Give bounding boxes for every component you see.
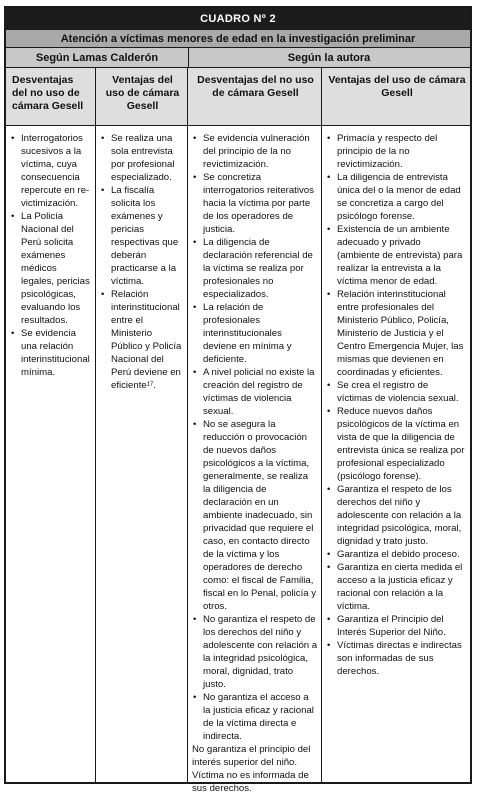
list-item: • Primacía y respecto del principio de la no revictimización.: [326, 132, 466, 171]
group-header-row: [6, 48, 470, 68]
column-lamas-advantages: [96, 126, 188, 782]
list-item: • Relación interinstitucional entre el Ministerio Público y Policía Nacional del Perú deviene en eficiente¹⁷.: [100, 288, 184, 392]
list-item: • La Policía Nacional del Perú solicita exámenes médicos legales, pericias psicológicas, evaluando los resultados.: [10, 210, 92, 327]
list-item: • No garantiza el acceso a la justicia eficaz y racional de la víctima directa e indirecta.: [192, 691, 318, 743]
list-item: • Se evidencia una relación interinstitucional mínima.: [10, 327, 92, 379]
list-item: • Garantiza en cierta medida el acceso a la justicia eficaz y racional con relación a la víctima.: [326, 561, 466, 613]
column-header: Ventajas del uso de cámara Gesell: [328, 74, 466, 99]
list-item: • La fiscalía solicita los exámenes y pericias respectivas que deberán practicarse a la víctima.: [100, 184, 184, 288]
column-header-row: [6, 68, 470, 126]
note-text: Víctima no es informada de sus derechos.: [192, 770, 309, 794]
list-item: • A nivel policial no existe la creación del registro de víctimas de violencia sexual.: [192, 366, 318, 418]
column-lamas-disadvantages: [6, 126, 96, 782]
table-frame: [4, 6, 472, 794]
list-item: • No garantiza el respeto de los derechos del niño y adolescente con relación a la integridad psicológica, moral, dignidad, trato justo.: [192, 613, 318, 691]
list-item: • Víctimas directas e indirectas son informadas de sus derechos.: [326, 639, 466, 678]
note-text: No garantiza el principio del interés superior del niño.: [192, 744, 311, 768]
column-header: Desventajas del no uso de cámara Gesell: [6, 68, 96, 126]
list-item: • Se crea el registro de víctimas de violencia sexual.: [326, 379, 466, 405]
list-item: • La diligencia de entrevista única del o la menor de edad se concretiza a cargo del psicólogo forense.: [326, 171, 466, 223]
list-item: • Se evidencia vulneración del principio de la no revictimización.: [192, 132, 318, 171]
list-item: • No se asegura la reducción o provocación de nuevos daños psicológicos a la víctima, generalmente, se realiza la diligencia de declaración en un ambiente inadecuado, sin privacidad que requiere el caso, en contacto directo de la víctima y los operadores de derecho como: el fiscal de Familia, fiscal en lo Penal, policía y otros.: [192, 418, 318, 613]
list-item: • La diligencia de declaración referencial de la víctima se realiza por profesionales no especializados.: [192, 236, 318, 301]
list-item: • Relación interinstitucional entre profesionales del Ministerio Público, Policía, Ministerio de Justicia y el Centro Emergencia Mujer, las mismas que devienen en coordinadas y eficientes.: [326, 288, 466, 379]
list-item: • Existencia de un ambiente adecuado y privado (ambiente de entrevista) para realizar la entrevista a la víctima menor de edad.: [326, 223, 466, 288]
column-header: Ventajas del uso de cámara Gesell: [96, 68, 188, 126]
list-item: • Se concretiza interrogatorios reiterativos hacia la víctima por parte de los operadores de justicia.: [192, 171, 318, 236]
list-item: • Se realiza una sola entrevista por profesional especializado.: [100, 132, 184, 184]
column-header: Desventajas del no uso de cámara Gesell: [188, 68, 322, 126]
list-item: • Garantiza el Principio del Interés Superior del Niño.: [326, 613, 466, 639]
list-item: • La relación de profesionales interinstitucionales deviene en mínima y deficiente.: [192, 301, 318, 366]
group-left-header: Según Lamas Calderón: [6, 48, 189, 68]
list-item: • Reduce nuevos daños psicológicos de la víctima en vista de que la diligencia de entrevista única se realiza por profesional especializado (psicólogo forense).: [326, 405, 466, 483]
column-autora-disadvantages: [188, 126, 322, 794]
list-item: • Garantiza el debido proceso.: [326, 548, 466, 561]
list-item: • Garantiza el respeto de los derechos del niño y adolescente con relación a la integridad psicológica, moral, dignidad y trato justo.: [326, 483, 466, 548]
table-title: CUADRO Nº 2: [6, 8, 470, 30]
table-subtitle: Atención a víctimas menores de edad en la investigación preliminar: [6, 30, 470, 48]
column-autora-advantages: [322, 126, 470, 782]
list-item: • Interrogatorios sucesivos a la víctima, cuya consecuencia repercute en re-victimización.: [10, 132, 92, 210]
group-right-header: Según la autora: [287, 52, 371, 64]
